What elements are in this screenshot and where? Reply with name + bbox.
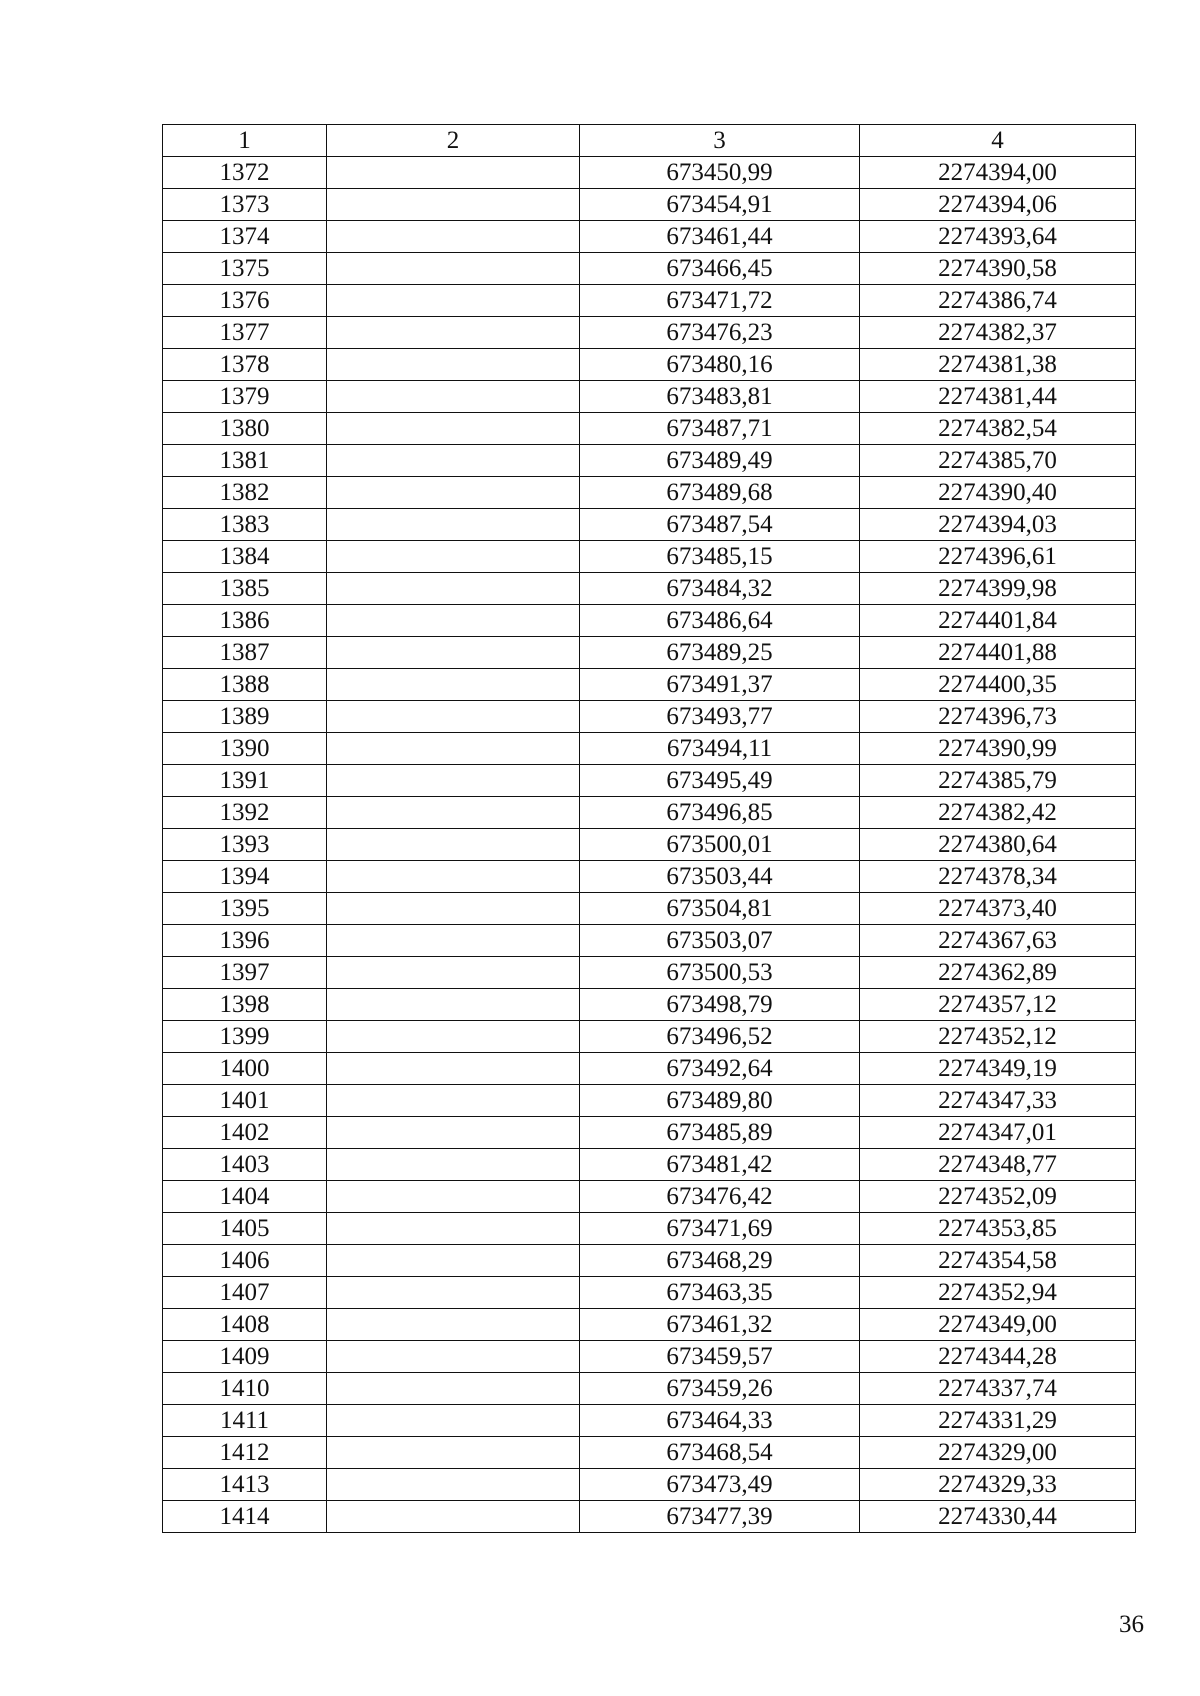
table-row: [163, 669, 1136, 701]
point-number-cell: 1391: [163, 765, 327, 797]
point-number-cell: 1411: [163, 1405, 327, 1437]
description-cell: [327, 1213, 580, 1245]
description-cell: [327, 1053, 580, 1085]
description-cell: [327, 1245, 580, 1277]
column-header-4: 4: [860, 125, 1136, 157]
description-cell: [327, 573, 580, 605]
x-coordinate-cell: 673461,32: [580, 1309, 860, 1341]
y-coordinate-cell: 2274330,44: [860, 1501, 1136, 1533]
point-number-cell: 1403: [163, 1149, 327, 1181]
table-row: [163, 1501, 1136, 1533]
y-coordinate-cell: 2274390,58: [860, 253, 1136, 285]
description-cell: [327, 829, 580, 861]
description-cell: [327, 1437, 580, 1469]
table-row: [163, 1021, 1136, 1053]
description-cell: [327, 381, 580, 413]
x-coordinate-cell: 673468,29: [580, 1245, 860, 1277]
y-coordinate-cell: 2274394,06: [860, 189, 1136, 221]
description-cell: [327, 957, 580, 989]
table-row: [163, 1437, 1136, 1469]
x-coordinate-cell: 673461,44: [580, 221, 860, 253]
y-coordinate-cell: 2274382,54: [860, 413, 1136, 445]
point-number-cell: 1397: [163, 957, 327, 989]
x-coordinate-cell: 673493,77: [580, 701, 860, 733]
x-coordinate-cell: 673473,49: [580, 1469, 860, 1501]
table-row: [163, 1085, 1136, 1117]
x-coordinate-cell: 673450,99: [580, 157, 860, 189]
x-coordinate-cell: 673489,80: [580, 1085, 860, 1117]
y-coordinate-cell: 2274349,00: [860, 1309, 1136, 1341]
point-number-cell: 1376: [163, 285, 327, 317]
table-row: [163, 1405, 1136, 1437]
y-coordinate-cell: 2274380,64: [860, 829, 1136, 861]
description-cell: [327, 1021, 580, 1053]
x-coordinate-cell: 673503,07: [580, 925, 860, 957]
point-number-cell: 1413: [163, 1469, 327, 1501]
point-number-cell: 1404: [163, 1181, 327, 1213]
x-coordinate-cell: 673487,71: [580, 413, 860, 445]
table-row: [163, 1245, 1136, 1277]
table-row: [163, 1213, 1136, 1245]
description-cell: [327, 157, 580, 189]
x-coordinate-cell: 673459,57: [580, 1341, 860, 1373]
column-header-2: 2: [327, 125, 580, 157]
x-coordinate-cell: 673463,35: [580, 1277, 860, 1309]
x-coordinate-cell: 673471,72: [580, 285, 860, 317]
y-coordinate-cell: 2274337,74: [860, 1373, 1136, 1405]
table-body: [163, 157, 1136, 1533]
x-coordinate-cell: 673481,42: [580, 1149, 860, 1181]
table-row: [163, 797, 1136, 829]
y-coordinate-cell: 2274367,63: [860, 925, 1136, 957]
x-coordinate-cell: 673464,33: [580, 1405, 860, 1437]
y-coordinate-cell: 2274348,77: [860, 1149, 1136, 1181]
table-row: [163, 925, 1136, 957]
point-number-cell: 1412: [163, 1437, 327, 1469]
x-coordinate-cell: 673489,25: [580, 637, 860, 669]
description-cell: [327, 445, 580, 477]
y-coordinate-cell: 2274331,29: [860, 1405, 1136, 1437]
table-row: [163, 221, 1136, 253]
table-row: [163, 285, 1136, 317]
description-cell: [327, 1341, 580, 1373]
x-coordinate-cell: 673489,68: [580, 477, 860, 509]
description-cell: [327, 509, 580, 541]
table-row: [163, 733, 1136, 765]
x-coordinate-cell: 673504,81: [580, 893, 860, 925]
point-number-cell: 1382: [163, 477, 327, 509]
table-row: [163, 573, 1136, 605]
point-number-cell: 1414: [163, 1501, 327, 1533]
y-coordinate-cell: 2274373,40: [860, 893, 1136, 925]
description-cell: [327, 1277, 580, 1309]
x-coordinate-cell: 673496,85: [580, 797, 860, 829]
y-coordinate-cell: 2274394,03: [860, 509, 1136, 541]
point-number-cell: 1410: [163, 1373, 327, 1405]
point-number-cell: 1390: [163, 733, 327, 765]
x-coordinate-cell: 673477,39: [580, 1501, 860, 1533]
point-number-cell: 1387: [163, 637, 327, 669]
table-header: [163, 125, 1136, 157]
y-coordinate-cell: 2274390,99: [860, 733, 1136, 765]
x-coordinate-cell: 673498,79: [580, 989, 860, 1021]
description-cell: [327, 797, 580, 829]
y-coordinate-cell: 2274381,38: [860, 349, 1136, 381]
point-number-cell: 1406: [163, 1245, 327, 1277]
point-number-cell: 1384: [163, 541, 327, 573]
point-number-cell: 1392: [163, 797, 327, 829]
description-cell: [327, 861, 580, 893]
description-cell: [327, 477, 580, 509]
table-row: [163, 637, 1136, 669]
y-coordinate-cell: 2274399,98: [860, 573, 1136, 605]
point-number-cell: 1372: [163, 157, 327, 189]
description-cell: [327, 1117, 580, 1149]
x-coordinate-cell: 673487,54: [580, 509, 860, 541]
description-cell: [327, 701, 580, 733]
y-coordinate-cell: 2274385,79: [860, 765, 1136, 797]
table-row: [163, 253, 1136, 285]
point-number-cell: 1373: [163, 189, 327, 221]
point-number-cell: 1375: [163, 253, 327, 285]
x-coordinate-cell: 673459,26: [580, 1373, 860, 1405]
table-row: [163, 1469, 1136, 1501]
table-row: [163, 893, 1136, 925]
table-row: [163, 861, 1136, 893]
table-row: [163, 445, 1136, 477]
table-row: [163, 477, 1136, 509]
coordinates-table: [162, 124, 1136, 1533]
y-coordinate-cell: 2274347,01: [860, 1117, 1136, 1149]
table-row: [163, 349, 1136, 381]
point-number-cell: 1408: [163, 1309, 327, 1341]
table-row: [163, 1149, 1136, 1181]
table-row: [163, 189, 1136, 221]
y-coordinate-cell: 2274386,74: [860, 285, 1136, 317]
point-number-cell: 1409: [163, 1341, 327, 1373]
table-row: [163, 413, 1136, 445]
point-number-cell: 1388: [163, 669, 327, 701]
point-number-cell: 1389: [163, 701, 327, 733]
description-cell: [327, 1501, 580, 1533]
y-coordinate-cell: 2274394,00: [860, 157, 1136, 189]
table-row: [163, 605, 1136, 637]
point-number-cell: 1402: [163, 1117, 327, 1149]
y-coordinate-cell: 2274357,12: [860, 989, 1136, 1021]
description-cell: [327, 637, 580, 669]
x-coordinate-cell: 673466,45: [580, 253, 860, 285]
table-row: [163, 1053, 1136, 1085]
description-cell: [327, 1469, 580, 1501]
table-row: [163, 317, 1136, 349]
point-number-cell: 1381: [163, 445, 327, 477]
x-coordinate-cell: 673485,89: [580, 1117, 860, 1149]
y-coordinate-cell: 2274381,44: [860, 381, 1136, 413]
point-number-cell: 1385: [163, 573, 327, 605]
point-number-cell: 1395: [163, 893, 327, 925]
x-coordinate-cell: 673476,42: [580, 1181, 860, 1213]
y-coordinate-cell: 2274352,94: [860, 1277, 1136, 1309]
table-row: [163, 701, 1136, 733]
point-number-cell: 1407: [163, 1277, 327, 1309]
y-coordinate-cell: 2274393,64: [860, 221, 1136, 253]
table-row: [163, 541, 1136, 573]
description-cell: [327, 541, 580, 573]
column-header-1: 1: [163, 125, 327, 157]
x-coordinate-cell: 673486,64: [580, 605, 860, 637]
point-number-cell: 1374: [163, 221, 327, 253]
point-number-cell: 1405: [163, 1213, 327, 1245]
table-row: [163, 829, 1136, 861]
point-number-cell: 1393: [163, 829, 327, 861]
description-cell: [327, 189, 580, 221]
y-coordinate-cell: 2274378,34: [860, 861, 1136, 893]
description-cell: [327, 285, 580, 317]
description-cell: [327, 989, 580, 1021]
x-coordinate-cell: 673483,81: [580, 381, 860, 413]
description-cell: [327, 1309, 580, 1341]
y-coordinate-cell: 2274352,12: [860, 1021, 1136, 1053]
point-number-cell: 1400: [163, 1053, 327, 1085]
y-coordinate-cell: 2274349,19: [860, 1053, 1136, 1085]
point-number-cell: 1377: [163, 317, 327, 349]
point-number-cell: 1394: [163, 861, 327, 893]
x-coordinate-cell: 673489,49: [580, 445, 860, 477]
table-row: [163, 157, 1136, 189]
description-cell: [327, 1085, 580, 1117]
description-cell: [327, 669, 580, 701]
description-cell: [327, 1405, 580, 1437]
x-coordinate-cell: 673491,37: [580, 669, 860, 701]
x-coordinate-cell: 673492,64: [580, 1053, 860, 1085]
y-coordinate-cell: 2274382,42: [860, 797, 1136, 829]
description-cell: [327, 1373, 580, 1405]
x-coordinate-cell: 673484,32: [580, 573, 860, 605]
description-cell: [327, 221, 580, 253]
y-coordinate-cell: 2274390,40: [860, 477, 1136, 509]
description-cell: [327, 605, 580, 637]
description-cell: [327, 733, 580, 765]
y-coordinate-cell: 2274329,33: [860, 1469, 1136, 1501]
x-coordinate-cell: 673468,54: [580, 1437, 860, 1469]
y-coordinate-cell: 2274401,84: [860, 605, 1136, 637]
y-coordinate-cell: 2274362,89: [860, 957, 1136, 989]
point-number-cell: 1386: [163, 605, 327, 637]
description-cell: [327, 1181, 580, 1213]
table-row: [163, 765, 1136, 797]
x-coordinate-cell: 673496,52: [580, 1021, 860, 1053]
y-coordinate-cell: 2274329,00: [860, 1437, 1136, 1469]
description-cell: [327, 1149, 580, 1181]
description-cell: [327, 317, 580, 349]
point-number-cell: 1383: [163, 509, 327, 541]
x-coordinate-cell: 673494,11: [580, 733, 860, 765]
table-row: [163, 957, 1136, 989]
table-row: [163, 1341, 1136, 1373]
table-row: [163, 989, 1136, 1021]
table-row: [163, 381, 1136, 413]
y-coordinate-cell: 2274400,35: [860, 669, 1136, 701]
x-coordinate-cell: 673471,69: [580, 1213, 860, 1245]
point-number-cell: 1379: [163, 381, 327, 413]
point-number-cell: 1396: [163, 925, 327, 957]
x-coordinate-cell: 673500,01: [580, 829, 860, 861]
y-coordinate-cell: 2274352,09: [860, 1181, 1136, 1213]
description-cell: [327, 893, 580, 925]
table-row: [163, 509, 1136, 541]
x-coordinate-cell: 673503,44: [580, 861, 860, 893]
x-coordinate-cell: 673454,91: [580, 189, 860, 221]
x-coordinate-cell: 673480,16: [580, 349, 860, 381]
description-cell: [327, 413, 580, 445]
y-coordinate-cell: 2274401,88: [860, 637, 1136, 669]
table-row: [163, 1277, 1136, 1309]
description-cell: [327, 253, 580, 285]
description-cell: [327, 349, 580, 381]
y-coordinate-cell: 2274382,37: [860, 317, 1136, 349]
point-number-cell: 1399: [163, 1021, 327, 1053]
x-coordinate-cell: 673495,49: [580, 765, 860, 797]
header-row: [163, 125, 1136, 157]
table-row: [163, 1309, 1136, 1341]
table-row: [163, 1181, 1136, 1213]
y-coordinate-cell: 2274396,73: [860, 701, 1136, 733]
table-row: [163, 1117, 1136, 1149]
y-coordinate-cell: 2274353,85: [860, 1213, 1136, 1245]
description-cell: [327, 925, 580, 957]
page-number: 36: [1119, 1611, 1144, 1638]
x-coordinate-cell: 673485,15: [580, 541, 860, 573]
y-coordinate-cell: 2274347,33: [860, 1085, 1136, 1117]
y-coordinate-cell: 2274396,61: [860, 541, 1136, 573]
x-coordinate-cell: 673476,23: [580, 317, 860, 349]
point-number-cell: 1380: [163, 413, 327, 445]
point-number-cell: 1401: [163, 1085, 327, 1117]
column-header-3: 3: [580, 125, 860, 157]
description-cell: [327, 765, 580, 797]
y-coordinate-cell: 2274385,70: [860, 445, 1136, 477]
x-coordinate-cell: 673500,53: [580, 957, 860, 989]
y-coordinate-cell: 2274344,28: [860, 1341, 1136, 1373]
point-number-cell: 1378: [163, 349, 327, 381]
point-number-cell: 1398: [163, 989, 327, 1021]
y-coordinate-cell: 2274354,58: [860, 1245, 1136, 1277]
table-row: [163, 1373, 1136, 1405]
